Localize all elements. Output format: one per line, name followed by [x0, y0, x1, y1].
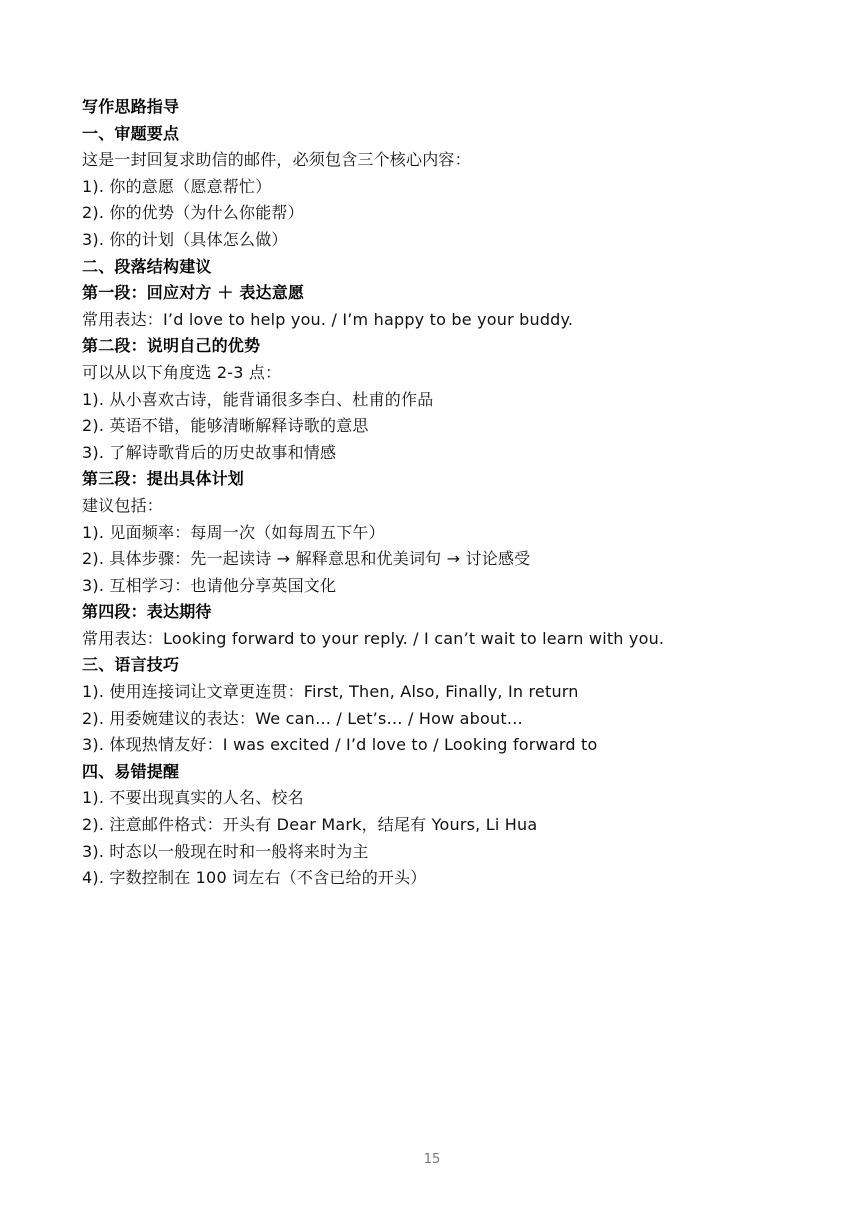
document-body — [82, 94, 802, 892]
list-item: 3). 互相学习：也请他分享英国文化 — [82, 575, 337, 595]
list-item: 3). 了解诗歌背后的历史故事和情感 — [82, 442, 337, 462]
list-item: 1). 见面频率：每周一次（如每周五下午） — [82, 522, 385, 542]
list-item: 1). 使用连接词让文章更连贯：First, Then, Also, Finally, In return — [82, 682, 579, 702]
paragraph-heading: 第二段：说明自己的优势 — [82, 336, 261, 356]
section-heading: 三、语言技巧 — [82, 655, 180, 675]
list-item: 1). 不要出现真实的人名、校名 — [82, 788, 304, 808]
body-line: 建议包括： — [82, 495, 164, 515]
list-item: 2). 注意邮件格式：开头有 Dear Mark，结尾有 Yours, Li Hua — [82, 815, 538, 835]
body-line: 这是一封回复求助信的邮件，必须包含三个核心内容： — [82, 150, 471, 170]
section-heading: 一、审题要点 — [82, 123, 180, 143]
list-item: 3). 你的计划（具体怎么做） — [82, 229, 288, 249]
body-line: 常用表达：I’d love to help you. / I’m happy to be your buddy. — [82, 309, 574, 329]
paragraph-heading: 第一段：回应对方 ＋ 表达意愿 — [82, 283, 305, 303]
list-item: 3). 体现热情友好：I was excited / I’d love to / Looking forward to — [82, 735, 598, 755]
list-item: 2). 英语不错，能够清晰解释诗歌的意思 — [82, 416, 369, 436]
document-title: 写作思路指导 — [82, 97, 180, 116]
list-item: 1). 你的意愿（愿意帮忙） — [82, 176, 272, 196]
list-item: 4). 字数控制在 100 词左右（不含已给的开头） — [82, 868, 427, 888]
list-item: 2). 具体步骤：先一起读诗 → 解释意思和优美词句 → 讨论感受 — [82, 549, 531, 569]
page-number: 15 — [423, 1152, 441, 1167]
list-item: 2). 你的优势（为什么你能帮） — [82, 203, 304, 223]
list-item: 1). 从小喜欢古诗，能背诵很多李白、杜甫的作品 — [82, 389, 434, 409]
paragraph-heading: 第四段：表达期待 — [82, 602, 212, 622]
list-item: 2). 用委婉建议的表达：We can… / Let’s… / How about… — [82, 708, 524, 728]
paragraph-heading: 第三段：提出具体计划 — [82, 469, 245, 489]
body-line: 可以从以下角度选 2-3 点： — [82, 362, 282, 382]
body-line: 常用表达：Looking forward to your reply. / I can’t wait to learn with you. — [82, 628, 665, 648]
section-heading: 四、易错提醒 — [82, 761, 180, 781]
section-heading: 二、段落结构建议 — [82, 256, 212, 276]
list-item: 3). 时态以一般现在时和一般将来时为主 — [82, 841, 369, 861]
